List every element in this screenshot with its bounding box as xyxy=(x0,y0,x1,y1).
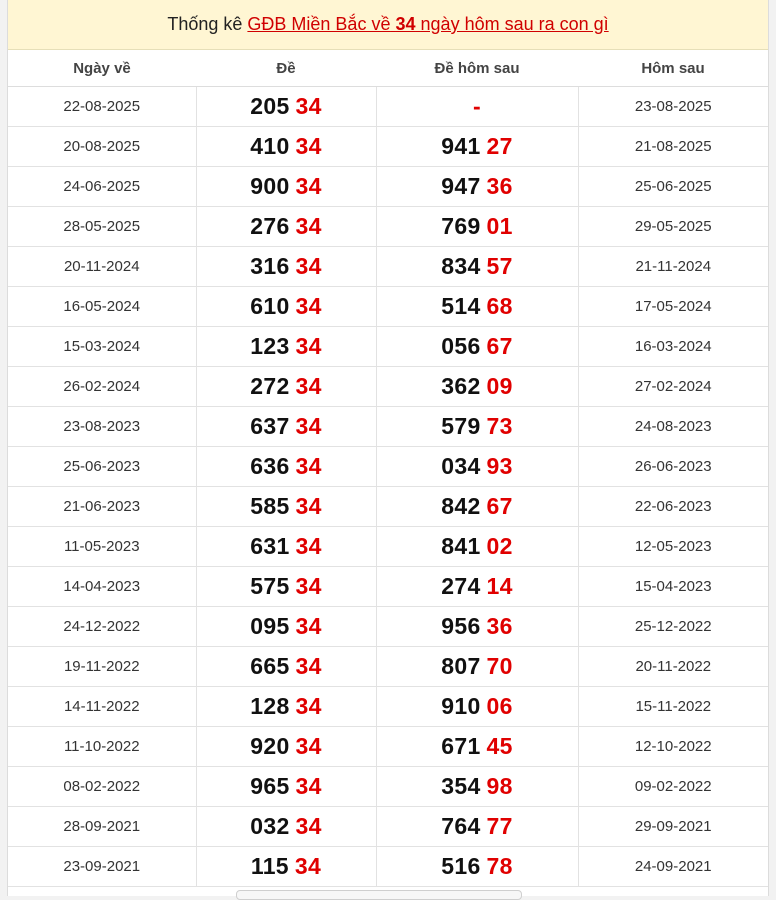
table-row xyxy=(8,247,768,287)
table-row xyxy=(8,607,768,647)
de-cell: 665 34 xyxy=(196,647,376,687)
de-cell: 610 34 xyxy=(196,287,376,327)
de-cell: 272 34 xyxy=(196,367,376,407)
horizontal-scrollbar[interactable] xyxy=(236,890,522,900)
stats-panel xyxy=(7,0,769,896)
next-de-cell: 034 93 xyxy=(376,447,578,487)
de-cell: 276 34 xyxy=(196,207,376,247)
table-row xyxy=(8,167,768,207)
next-de-tail: 02 xyxy=(486,533,513,559)
table-row xyxy=(8,527,768,567)
date-cell: 11-10-2022 xyxy=(8,727,196,767)
next-de-cell: 514 68 xyxy=(376,287,578,327)
next-date-cell: 21-08-2025 xyxy=(578,127,768,167)
table-header-row xyxy=(8,50,768,87)
next-de-cell: 910 06 xyxy=(376,687,578,727)
next-de-cell: 516 78 xyxy=(376,847,578,887)
de-tail: 34 xyxy=(295,493,322,519)
de-cell: 631 34 xyxy=(196,527,376,567)
table-row xyxy=(8,327,768,367)
next-de-tail: 73 xyxy=(486,413,513,439)
de-cell: 575 34 xyxy=(196,567,376,607)
table-row xyxy=(8,287,768,327)
next-date-cell: 26-06-2023 xyxy=(578,447,768,487)
next-de-tail: 68 xyxy=(486,293,513,319)
next-date-cell: 29-05-2025 xyxy=(578,207,768,247)
de-tail: 34 xyxy=(295,413,322,439)
next-date-cell: 21-11-2024 xyxy=(578,247,768,287)
next-de-tail: 06 xyxy=(486,693,513,719)
date-cell: 08-02-2022 xyxy=(8,767,196,807)
de-tail: 34 xyxy=(295,533,322,559)
next-de-tail: 77 xyxy=(486,813,513,839)
de-tail: 34 xyxy=(295,133,322,159)
column-header-de: Đề xyxy=(196,50,376,87)
de-tail: 34 xyxy=(295,293,322,319)
next-de-cell: 579 73 xyxy=(376,407,578,447)
table-row xyxy=(8,647,768,687)
next-date-cell: 15-11-2022 xyxy=(578,687,768,727)
next-de-cell: 671 45 xyxy=(376,727,578,767)
next-de-cell xyxy=(376,87,578,127)
de-cell: 316 34 xyxy=(196,247,376,287)
de-cell: 637 34 xyxy=(196,407,376,447)
next-date-cell: 23-08-2025 xyxy=(578,87,768,127)
next-de-tail: 93 xyxy=(486,453,513,479)
next-date-cell: 15-04-2023 xyxy=(578,567,768,607)
table-row xyxy=(8,847,768,887)
date-cell: 15-03-2024 xyxy=(8,327,196,367)
next-date-cell: 17-05-2024 xyxy=(578,287,768,327)
de-tail: 34 xyxy=(295,813,322,839)
date-cell: 23-09-2021 xyxy=(8,847,196,887)
table-row xyxy=(8,687,768,727)
de-tail: 34 xyxy=(295,173,322,199)
de-tail: 34 xyxy=(295,253,322,279)
date-cell: 11-05-2023 xyxy=(8,527,196,567)
next-date-cell: 16-03-2024 xyxy=(578,327,768,367)
date-cell: 14-11-2022 xyxy=(8,687,196,727)
date-cell: 26-02-2024 xyxy=(8,367,196,407)
next-date-cell: 24-09-2021 xyxy=(578,847,768,887)
de-cell: 965 34 xyxy=(196,767,376,807)
de-cell: 128 34 xyxy=(196,687,376,727)
next-de-cell: 807 70 xyxy=(376,647,578,687)
next-de-cell: 841 02 xyxy=(376,527,578,567)
results-table xyxy=(8,50,768,887)
table-row xyxy=(8,207,768,247)
de-tail: 34 xyxy=(295,93,322,119)
de-cell: 123 34 xyxy=(196,327,376,367)
next-date-cell: 09-02-2022 xyxy=(578,767,768,807)
date-cell: 24-12-2022 xyxy=(8,607,196,647)
date-cell: 25-06-2023 xyxy=(8,447,196,487)
next-de-cell: 947 36 xyxy=(376,167,578,207)
next-de-tail: 45 xyxy=(486,733,513,759)
next-de-tail: 67 xyxy=(486,333,513,359)
table-row xyxy=(8,487,768,527)
next-de-pending: - xyxy=(473,93,481,119)
date-cell: 28-05-2025 xyxy=(8,207,196,247)
de-cell: 032 34 xyxy=(196,807,376,847)
next-de-tail: 36 xyxy=(486,613,513,639)
de-cell: 636 34 xyxy=(196,447,376,487)
date-cell: 23-08-2023 xyxy=(8,407,196,447)
de-tail: 34 xyxy=(295,733,322,759)
de-cell: 585 34 xyxy=(196,487,376,527)
table-row xyxy=(8,127,768,167)
next-de-tail: 36 xyxy=(486,173,513,199)
stats-title xyxy=(8,0,768,50)
next-de-tail: 14 xyxy=(486,573,513,599)
next-date-cell: 27-02-2024 xyxy=(578,367,768,407)
column-header-next-de: Đề hôm sau xyxy=(376,50,578,87)
next-de-cell: 362 09 xyxy=(376,367,578,407)
table-row xyxy=(8,807,768,847)
de-tail: 34 xyxy=(295,653,322,679)
next-de-tail: 98 xyxy=(486,773,513,799)
table-row xyxy=(8,87,768,127)
column-header-date: Ngày về xyxy=(8,50,196,87)
de-tail: 34 xyxy=(294,853,322,879)
de-tail: 34 xyxy=(295,613,322,639)
next-de-tail: 27 xyxy=(486,133,513,159)
next-de-tail: 70 xyxy=(486,653,513,679)
next-de-cell: 274 14 xyxy=(376,567,578,607)
next-date-cell: 12-10-2022 xyxy=(578,727,768,767)
next-de-cell: 956 36 xyxy=(376,607,578,647)
next-de-cell: 842 67 xyxy=(376,487,578,527)
table-row xyxy=(8,727,768,767)
next-date-cell: 24-08-2023 xyxy=(578,407,768,447)
next-date-cell: 12-05-2023 xyxy=(578,527,768,567)
de-tail: 34 xyxy=(295,373,322,399)
date-cell: 22-08-2025 xyxy=(8,87,196,127)
next-de-tail: 09 xyxy=(486,373,513,399)
next-date-cell: 29-09-2021 xyxy=(578,807,768,847)
table-row xyxy=(8,367,768,407)
date-cell: 24-06-2025 xyxy=(8,167,196,207)
de-cell: 920 34 xyxy=(196,727,376,767)
next-de-tail: 01 xyxy=(486,213,513,239)
next-de-cell: 056 67 xyxy=(376,327,578,367)
table-row xyxy=(8,407,768,447)
title-prefix: Thống kê xyxy=(167,14,243,34)
date-cell: 16-05-2024 xyxy=(8,287,196,327)
date-cell: 20-08-2025 xyxy=(8,127,196,167)
next-de-cell: 834 57 xyxy=(376,247,578,287)
table-row xyxy=(8,447,768,487)
de-tail: 34 xyxy=(295,213,322,239)
next-date-cell: 25-06-2025 xyxy=(578,167,768,207)
next-de-tail: 78 xyxy=(486,853,513,879)
next-de-cell: 764 77 xyxy=(376,807,578,847)
de-cell: 900 34 xyxy=(196,167,376,207)
date-cell: 19-11-2022 xyxy=(8,647,196,687)
next-de-cell: 941 27 xyxy=(376,127,578,167)
title-link[interactable]: GĐB Miền Bắc về 34 ngày hôm sau ra con gì xyxy=(247,14,609,34)
de-cell: 115 34 xyxy=(196,847,376,887)
next-de-tail: 67 xyxy=(486,493,513,519)
de-tail: 34 xyxy=(295,573,322,599)
de-tail: 34 xyxy=(295,773,322,799)
de-cell: 410 34 xyxy=(196,127,376,167)
de-cell: 095 34 xyxy=(196,607,376,647)
date-cell: 14-04-2023 xyxy=(8,567,196,607)
next-date-cell: 22-06-2023 xyxy=(578,487,768,527)
next-de-cell: 769 01 xyxy=(376,207,578,247)
next-de-tail: 57 xyxy=(486,253,513,279)
de-tail: 34 xyxy=(295,333,322,359)
next-de-cell: 354 98 xyxy=(376,767,578,807)
de-tail: 34 xyxy=(295,453,322,479)
table-row xyxy=(8,767,768,807)
date-cell: 21-06-2023 xyxy=(8,487,196,527)
column-header-next-date: Hôm sau xyxy=(578,50,768,87)
de-cell: 205 34 xyxy=(196,87,376,127)
date-cell: 20-11-2024 xyxy=(8,247,196,287)
next-date-cell: 20-11-2022 xyxy=(578,647,768,687)
de-tail: 34 xyxy=(295,693,322,719)
date-cell: 28-09-2021 xyxy=(8,807,196,847)
table-row xyxy=(8,567,768,607)
next-date-cell: 25-12-2022 xyxy=(578,607,768,647)
